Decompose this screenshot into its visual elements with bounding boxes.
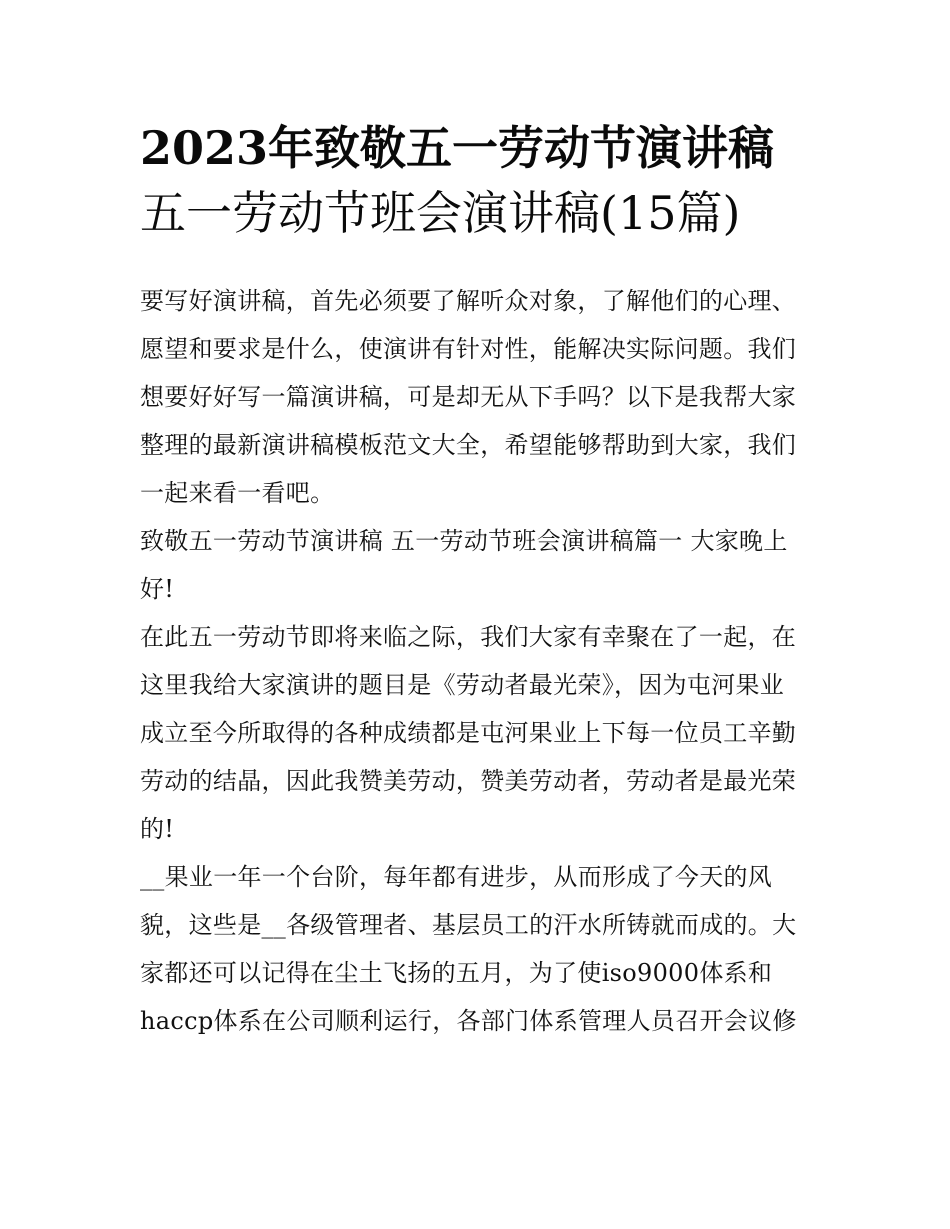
body-line: 劳动的结晶，因此我赞美劳动，赞美劳动者，劳动者是最光荣	[140, 767, 797, 795]
document-body	[140, 277, 820, 1045]
body-line: 的!	[140, 815, 175, 843]
body-line: 在此五一劳动节即将来临之际，我们大家有幸聚在了一起，在	[140, 623, 797, 651]
body-line: 好!	[140, 575, 175, 603]
title-line-1: 2023年致敬五一劳动节演讲稿	[140, 121, 775, 175]
body-line: 想要好好写一篇演讲稿，可是却无从下手吗？以下是我帮大家	[140, 383, 797, 411]
body-line: haccp体系在公司顺利运行，各部门体系管理人员召开会议修	[140, 1007, 797, 1035]
body-line: 致敬五一劳动节演讲稿 五一劳动节班会演讲稿篇一 大家晚上	[140, 527, 788, 555]
body-line: 一起来看一看吧。	[140, 479, 335, 507]
title-line-2: 五一劳动节班会演讲稿(15篇)	[140, 186, 741, 240]
body-line: __果业一年一个台阶，每年都有进步，从而形成了今天的风	[140, 863, 773, 891]
body-line: 愿望和要求是什么，使演讲有针对性，能解决实际问题。我们	[140, 335, 797, 363]
body-line: 成立至今所取得的各种成绩都是屯河果业上下每一位员工辛勤	[140, 719, 797, 747]
body-line: 整理的最新演讲稿模板范文大全，希望能够帮助到大家，我们	[140, 431, 797, 459]
document-title	[140, 116, 820, 246]
body-line: 这里我给大家演讲的题目是《劳动者最光荣》，因为屯河果业	[140, 671, 785, 699]
body-line: 貌，这些是__各级管理者、基层员工的汗水所铸就而成的。大	[140, 911, 797, 939]
body-line: 要写好演讲稿，首先必须要了解听众对象，了解他们的心理、	[140, 287, 797, 315]
body-line: 家都还可以记得在尘土飞扬的五月，为了使iso9000体系和	[140, 959, 773, 987]
